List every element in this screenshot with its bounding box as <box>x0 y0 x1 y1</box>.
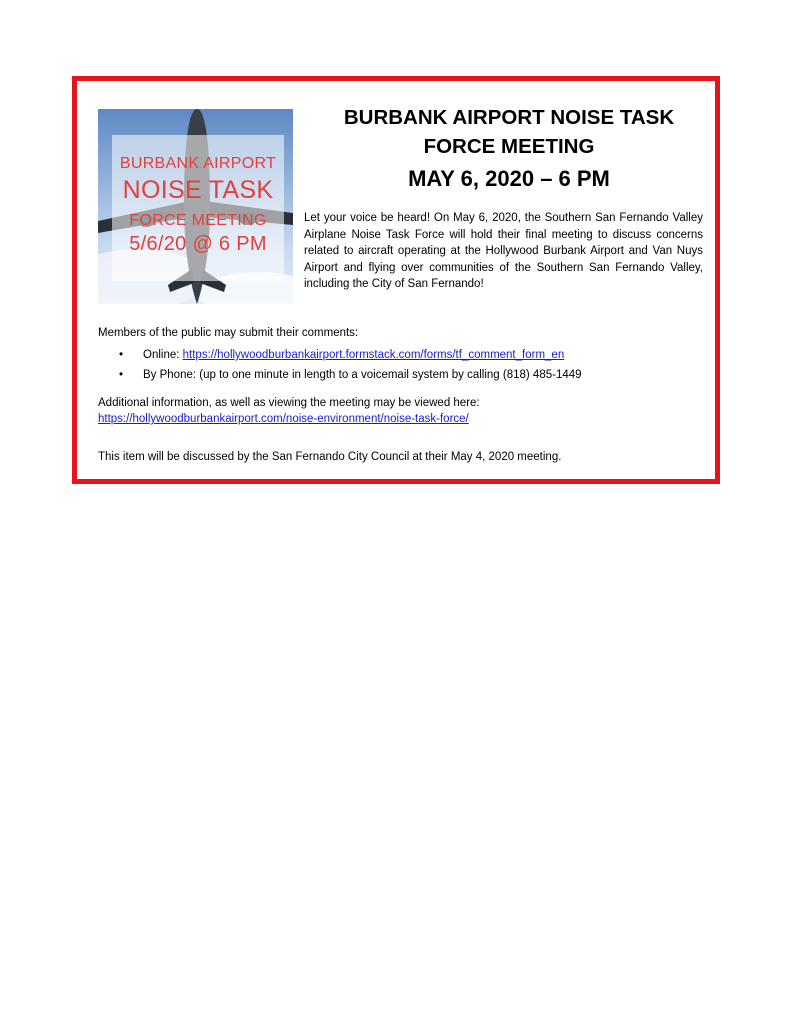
title-line2: FORCE MEETING <box>423 135 595 158</box>
title-line1: BURBANK AIRPORT NOISE TASK <box>343 106 675 129</box>
additional-text: Additional information, as well as viewing the meeting may be viewed here: <box>98 397 480 409</box>
council-note: This item will be discussed by the San Fernando City Council at their May 4, 2020 meeting. <box>98 451 562 463</box>
bullet-icon: • <box>119 369 124 381</box>
online-label: Online: <box>143 349 183 361</box>
flyer-box <box>72 76 720 484</box>
additional-info <box>98 395 698 427</box>
list-item-phone <box>117 365 707 385</box>
list-item-online <box>117 345 707 365</box>
photo-text-line1: BURBANK AIRPORT <box>119 155 277 172</box>
flyer-title <box>307 103 711 193</box>
airplane-photo <box>98 109 293 304</box>
title-line3-date: MAY 6, 2020 – 6 PM <box>408 166 610 191</box>
intro-paragraph: Let your voice be heard! On May 6, 2020, the Southern San Fernando Valley Airplane Noise Task Force will hold their final meeting to discuss concerns related to aircraft operating at the Hollywood Burbank Airport and Van Nuys Airport and flying over communities of the Southern San Fernando Valley, including the City of San Fernando! <box>304 212 703 290</box>
photo-text-line4: 5/6/20 @ 6 PM <box>129 233 267 255</box>
comment-methods-list <box>117 345 707 385</box>
comment-form-link[interactable]: https://hollywoodburbankairport.formstack.com/forms/tf_comment_form_en <box>182 349 565 361</box>
photo-text-line3: FORCE MEETING <box>129 212 267 229</box>
photo-text-line2: NOISE TASK <box>122 176 274 204</box>
bullet-icon: • <box>119 349 124 361</box>
members-intro: Members of the public may submit their comments: <box>98 327 359 339</box>
phone-text: By Phone: (up to one minute in length to a voicemail system by calling (818) 485-1449 <box>143 369 582 381</box>
noise-task-force-link[interactable]: https://hollywoodburbankairport.com/noise-environment/noise-task-force/ <box>98 413 469 425</box>
